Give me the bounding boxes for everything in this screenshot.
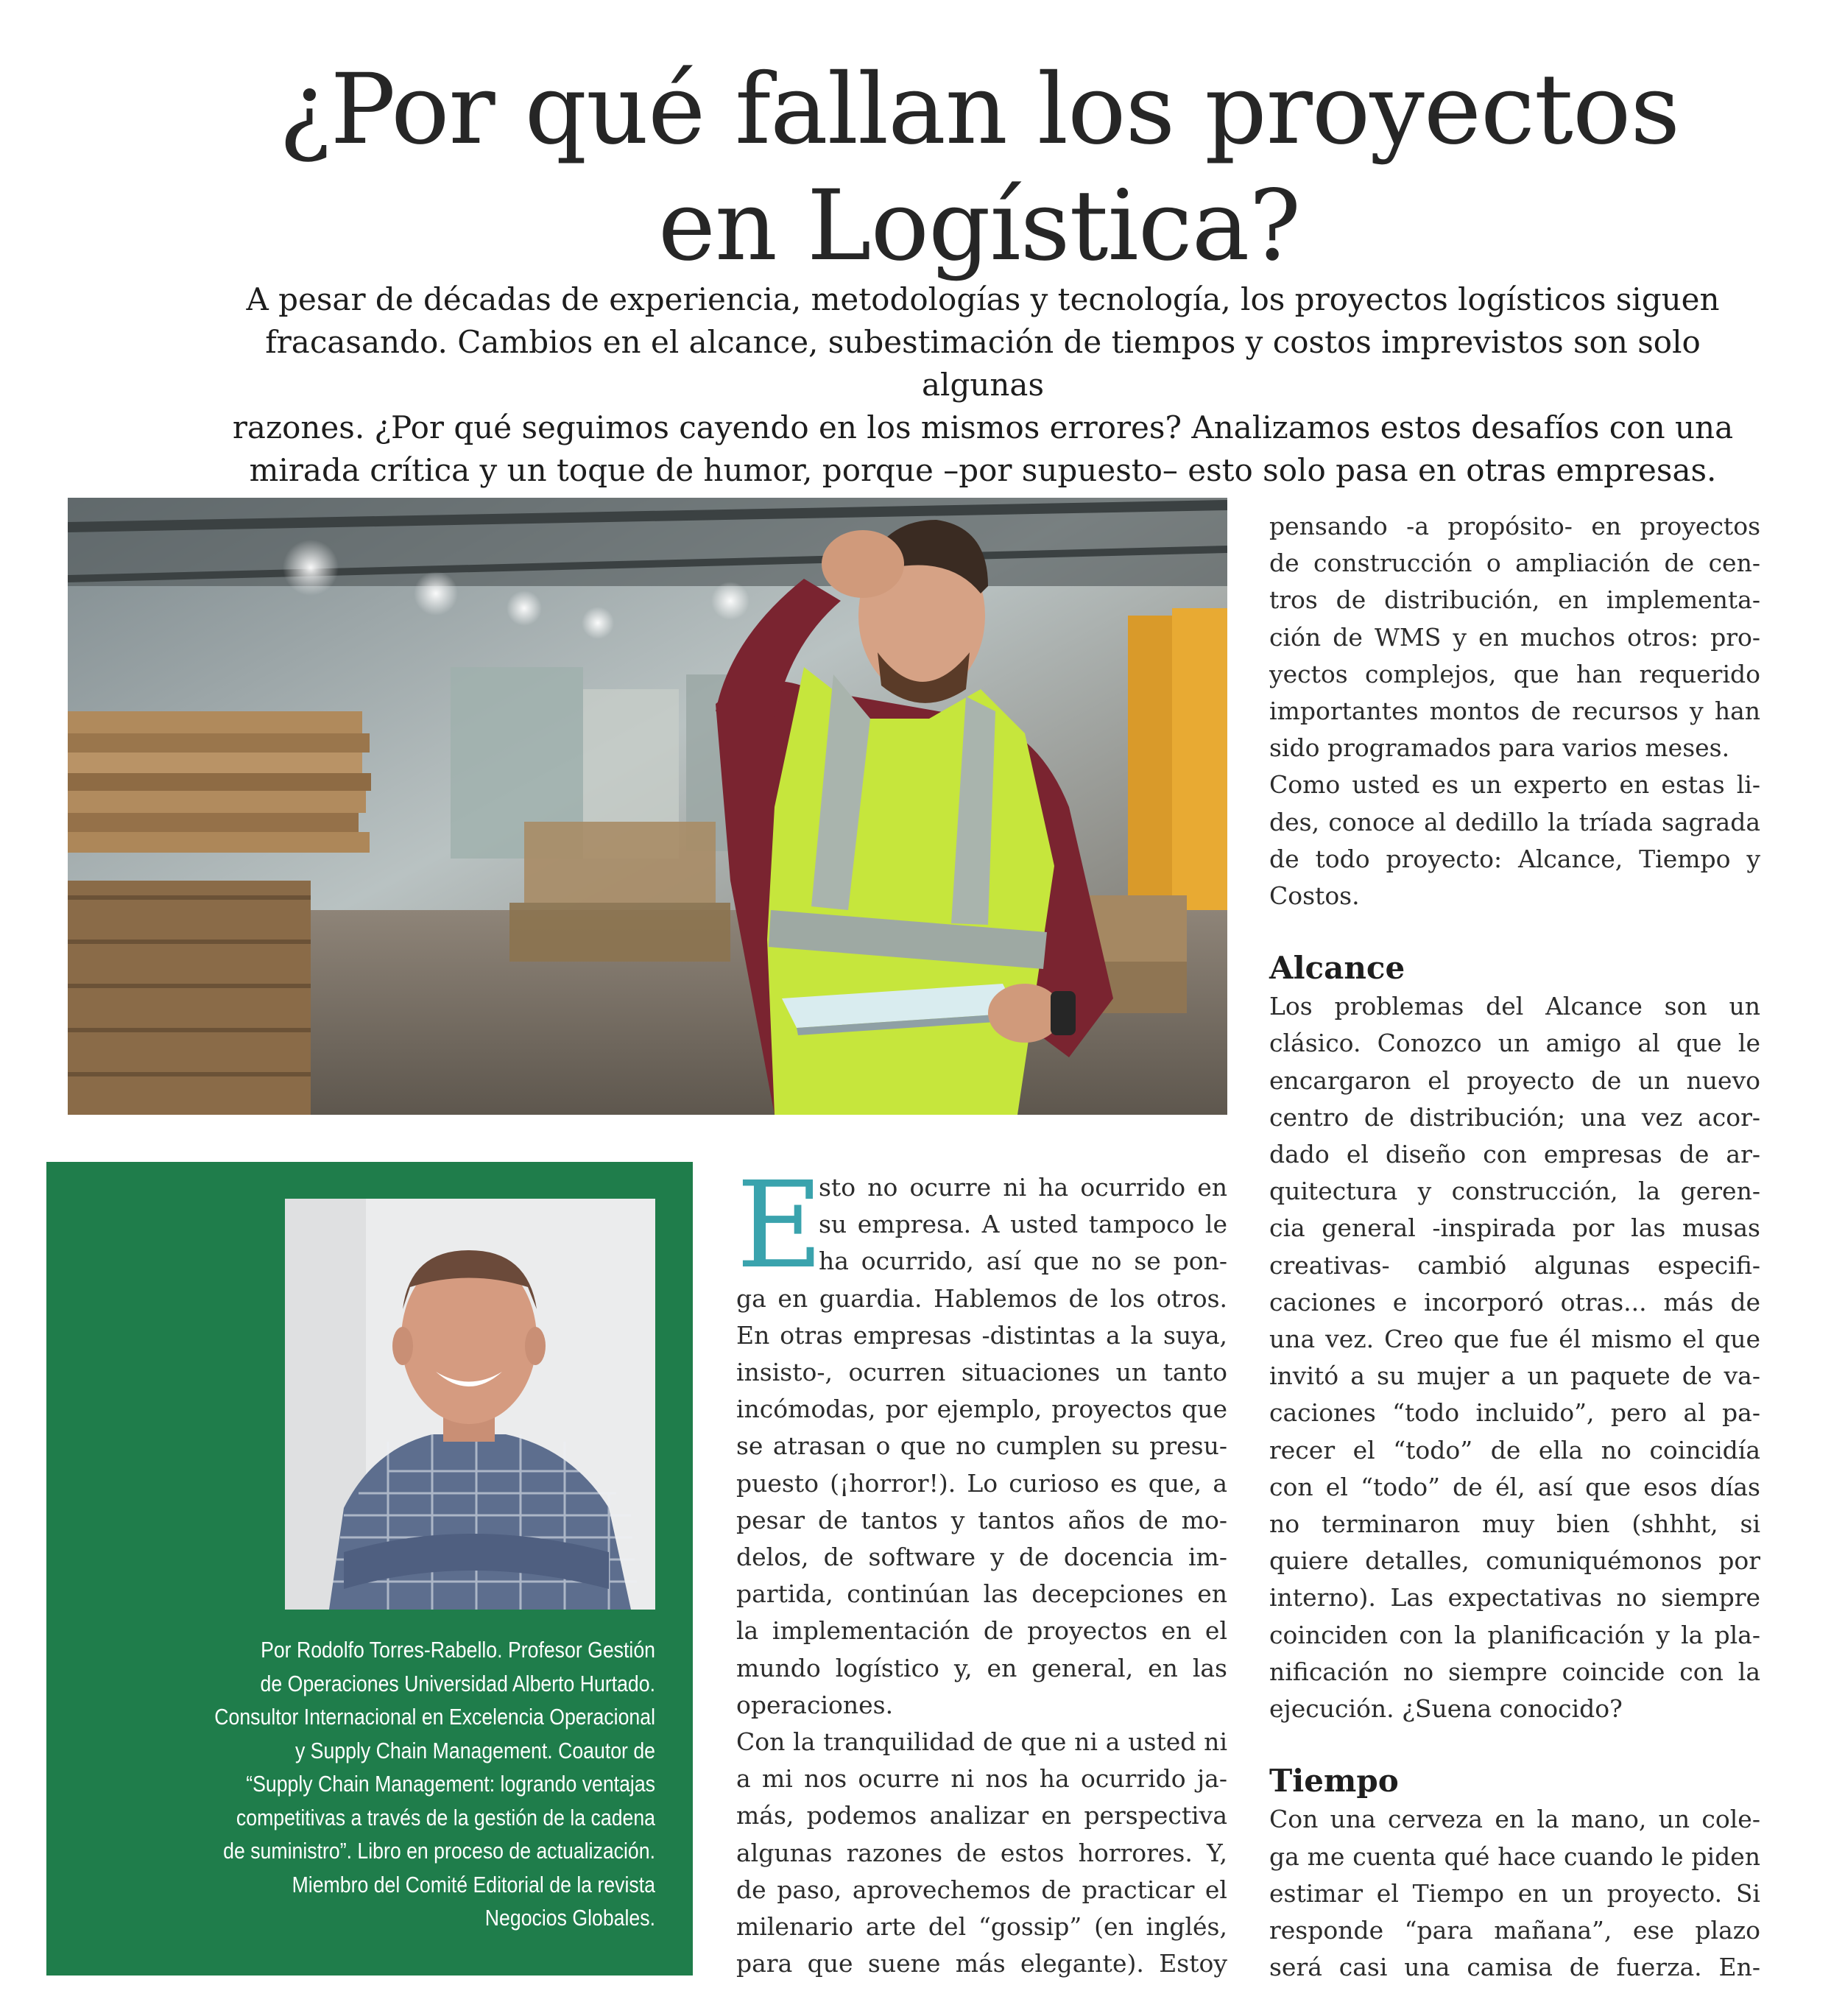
body-line: tros de distribución, en implementa- <box>1269 585 1760 615</box>
author-bio <box>195 1633 655 1935</box>
body-line: caciones e incorporó otras... más de <box>1269 1287 1760 1317</box>
body-line: algunas razones de estos horrores. Y, <box>736 1838 1227 1867</box>
title-line: ¿Por qué fallan los proyectos <box>278 53 1680 166</box>
body-line: milenario arte del “gossip” (en inglés, <box>736 1912 1227 1942</box>
article-title <box>0 52 1845 284</box>
body-line: a mi nos ocurre ni nos ha ocurrido ja- <box>736 1764 1227 1794</box>
body-line: Con una cerveza en la mano, un cole- <box>1269 1805 1760 1834</box>
section-heading-alcance: Alcance <box>1269 950 1405 987</box>
body-line: su empresa. A usted tampoco le <box>819 1210 1227 1239</box>
body-line: más, podemos analizar en perspectiva <box>736 1801 1227 1830</box>
body-line: ga en guardia. Hablemos de los otros. <box>736 1283 1227 1313</box>
bio-line: de Operaciones Universidad Alberto Hurtado. <box>260 1670 655 1696</box>
body-line: dado el diseño con empresas de ar- <box>1269 1140 1760 1169</box>
body-line: importantes montos de recursos y han <box>1269 697 1760 726</box>
body-line: sido programados para varios meses. <box>1269 733 1730 763</box>
body-line: con el “todo” de él, así que esos días <box>1269 1472 1760 1501</box>
bio-line: Miembro del Comité Editorial de la revista <box>292 1871 655 1897</box>
body-line: incómodas, por ejemplo, proyectos que <box>736 1395 1227 1424</box>
body-line: yectos complejos, que han requerido <box>1269 659 1760 688</box>
body-line: estimar el Tiempo en un proyecto. Si <box>1269 1878 1760 1908</box>
bio-line: Consultor Internacional en Excelencia Operacional <box>214 1704 656 1730</box>
body-line: pesar de tantos y tantos años de mo- <box>736 1505 1227 1534</box>
body-line: de paso, aprovechemos de practicar el <box>736 1875 1227 1904</box>
author-portrait <box>285 1199 655 1610</box>
body-line: de todo proyecto: Alcance, Tiempo y <box>1269 844 1760 873</box>
body-line: Como usted es un experto en estas li- <box>1269 770 1760 800</box>
body-line: la implementación de proyectos en el <box>736 1616 1227 1646</box>
lead-line: fracasando. Cambios en el alcance, subestimación de tiempos y costos imprevistos son solo algunas <box>265 324 1701 403</box>
body-line: creativas- cambió algunas especifi- <box>1269 1250 1760 1280</box>
bio-line: “Supply Chain Management: logrando ventajas <box>246 1771 655 1797</box>
bio-line: competitivas a través de la gestión de la cadena <box>236 1804 655 1830</box>
body-line: En otras empresas -distintas a la suya, <box>736 1320 1227 1350</box>
drop-cap: E <box>736 1157 824 1295</box>
body-line: centro de distribución; una vez acor- <box>1269 1102 1760 1132</box>
body-line: ga me cuenta qué hace cuando le piden <box>1269 1841 1760 1871</box>
bio-line: Negocios Globales. <box>484 1905 655 1931</box>
body-line: coinciden con la planificación y la pla- <box>1269 1620 1760 1649</box>
body-line: mundo logístico y, en general, en las <box>736 1653 1227 1682</box>
lead-line: razones. ¿Por qué seguimos cayendo en los mismos errores? Analizamos estos desafíos con una <box>232 409 1734 445</box>
title-line: en Logística? <box>657 169 1301 283</box>
body-line: ha ocurrido, así que no se pon- <box>819 1247 1227 1276</box>
body-line: invitó a su mujer a un paquete de va- <box>1269 1361 1760 1391</box>
body-line: responde “para mañana”, ese plazo <box>1269 1915 1760 1945</box>
body-line: cia general -inspirada por las musas <box>1269 1213 1760 1243</box>
body-line: partida, continúan las decepciones en <box>736 1579 1227 1609</box>
body-line: operaciones. <box>736 1690 894 1719</box>
warehouse-worker-photo <box>68 498 1227 1115</box>
body-line: puesto (¡horror!). Lo curioso es que, a <box>736 1468 1227 1498</box>
lead-line: A pesar de décadas de experiencia, metodologías y tecnología, los proyectos logísticos siguen <box>246 281 1720 317</box>
body-line: se atrasan o que no cumplen su presu- <box>736 1431 1227 1461</box>
body-line: des, conoce al dedillo la tríada sagrada <box>1269 807 1760 836</box>
bio-line: y Supply Chain Management. Coautor de <box>294 1737 655 1763</box>
bio-line: de suministro”. Libro en proceso de actualización. <box>223 1838 655 1864</box>
body-line: Con la tranquilidad de que ni a usted ni <box>736 1727 1227 1757</box>
body-line: encargaron el proyecto de un nuevo <box>1269 1065 1760 1095</box>
body-line: caciones “todo incluido”, pero al pa- <box>1269 1398 1760 1428</box>
body-line: quitectura y construcción, la geren- <box>1269 1177 1760 1206</box>
body-line: Los problemas del Alcance son un <box>1269 992 1760 1021</box>
lead-line: mirada crítica y un toque de humor, porque –por supuesto– esto solo pasa en otras empresas. <box>249 452 1717 488</box>
body-line: delos, de software y de docencia im- <box>736 1543 1227 1572</box>
body-column-middle <box>736 1157 1227 1982</box>
body-line: quiere detalles, comuniquémonos por <box>1269 1546 1760 1576</box>
body-line: nificación no siempre coincide con la <box>1269 1657 1760 1686</box>
section-heading-tiempo: Tiempo <box>1269 1763 1399 1800</box>
author-bio-box <box>46 1162 693 1976</box>
body-line: interno). Las expectativas no siempre <box>1269 1583 1760 1613</box>
body-line: insisto-, ocurren situaciones un tanto <box>736 1358 1227 1387</box>
body-line: no terminaron muy bien (shhht, si <box>1269 1509 1760 1539</box>
body-line: de construcción o ampliación de cen- <box>1269 549 1760 578</box>
body-line: sto no ocurre ni ha ocurrido en <box>819 1173 1227 1202</box>
body-column-right <box>1269 508 1760 1986</box>
body-line: será casi una camisa de fuerza. En- <box>1269 1953 1760 1982</box>
body-line: para que suene más elegante). Estoy <box>736 1949 1227 1978</box>
body-line: pensando -a propósito- en proyectos <box>1269 512 1760 540</box>
body-line: una vez. Creo que fue él mismo el que <box>1269 1325 1760 1354</box>
body-line: ción de WMS y en muchos otros: pro- <box>1269 622 1760 652</box>
body-line: recer el “todo” de ella no coincidía <box>1269 1435 1760 1465</box>
bio-line: Por Rodolfo Torres-Rabello. Profesor Gestión <box>261 1637 655 1663</box>
body-line: Costos. <box>1269 881 1360 911</box>
body-line: ejecución. ¿Suena conocido? <box>1269 1694 1623 1724</box>
article-lead <box>206 278 1760 492</box>
body-line: clásico. Conozco un amigo al que le <box>1269 1029 1760 1058</box>
